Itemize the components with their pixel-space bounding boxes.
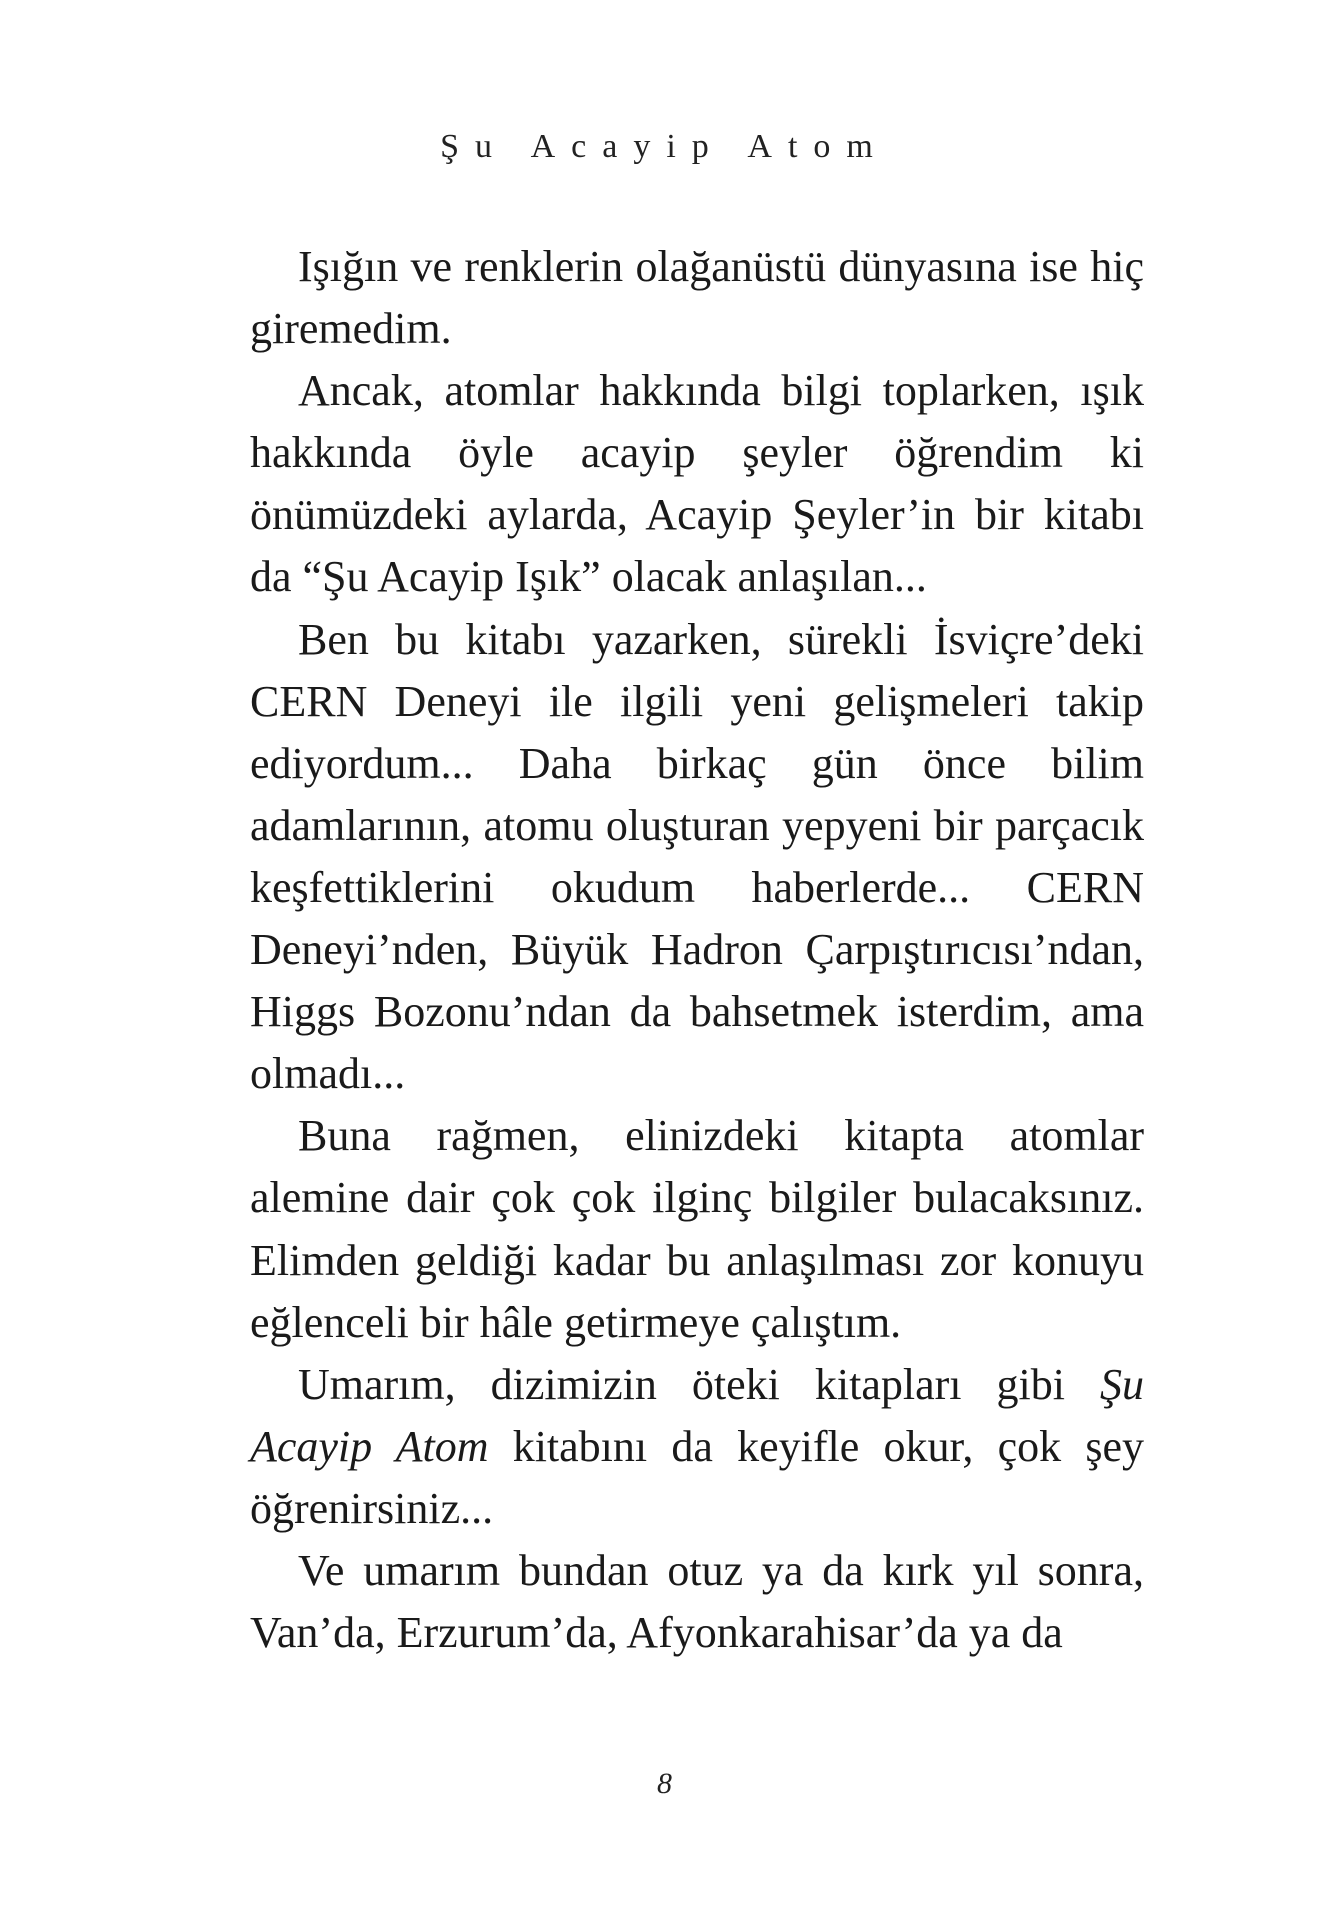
book-title-italic: Şu Acayip Atom (250, 1359, 1144, 1471)
paragraph-5-text-after: kitabını da keyifle okur, çok şey öğrenirsiniz... (250, 1421, 1144, 1533)
page-number: 8 (657, 1767, 672, 1800)
paragraph-4: Buna rağmen, elinizdeki kitapta atomlar alemine dair çok çok ilginç bilgiler bulacaksınız. Elimden geldiği kadar bu anlaşılması zor konuyu eğlenceli bir hâle getirmeye çalıştım. (250, 1111, 1144, 1347)
running-head-title: Şu Acayip Atom (440, 128, 889, 165)
paragraph-3: Ben bu kitabı yazarken, sürekli İsviçre’deki CERN Deneyi ile ilgili yeni gelişmeleri takip ediyordum... Daha birkaç gün önce bilim adamlarının, atomu oluşturan yepyeni bir parçacık keşfettiklerini okudum haberlerde... CERN Deneyi’nden, Büyük Hadron Çarpıştırıcısı’ndan, Higgs Bozonu’ndan da bahsetmek isterdim, ama olmadı... (250, 614, 1144, 1099)
paragraph-5 (250, 1354, 1144, 1540)
paragraph-2: Ancak, atomlar hakkında bilgi toplarken, ışık hakkında öyle acayip şeyler öğrendim ki önümüzdeki aylarda, Acayip Şeyler’in bir kitabı da “Şu Acayip Işık” olacak anlaşılan... (250, 366, 1144, 602)
paragraph-1: Işığın ve renklerin olağanüstü dünyasına ise hiç giremedim. (250, 242, 1144, 354)
paragraph-6: Ve umarım bundan otuz ya da kırk yıl sonra, Van’da, Erzurum’da, Afyonkarahisar’da ya da (250, 1545, 1144, 1658)
paragraph-5-text-before: Umarım, dizimizin öteki kitapları gibi (298, 1359, 1100, 1409)
body-text (250, 236, 1144, 1664)
